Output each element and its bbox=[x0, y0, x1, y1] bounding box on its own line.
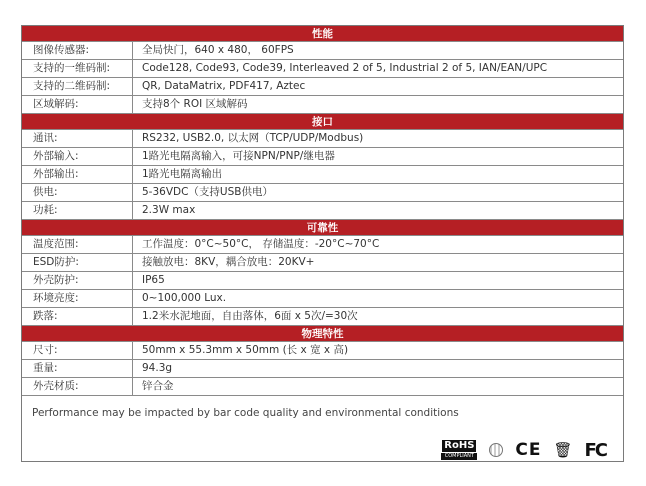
weee-bin-icon: 🗑 bbox=[553, 441, 573, 459]
spec-sheet bbox=[21, 25, 624, 462]
spec-value: 接触放电：8KV，耦合放电：20KV+ bbox=[142, 256, 315, 268]
spec-value: 2.3W max bbox=[142, 204, 196, 216]
spec-row bbox=[22, 254, 623, 272]
spec-value: QR, DataMatrix, PDF417, Aztec bbox=[142, 80, 306, 92]
spec-table bbox=[22, 26, 623, 396]
section-header: 性能 bbox=[22, 26, 623, 42]
spec-value: RS232, USB2.0, 以太网（TCP/UDP/Modbus) bbox=[142, 132, 364, 144]
spec-value: 0~100,000 Lux. bbox=[142, 292, 227, 304]
spec-value: 全局快门，640 x 480， 60FPS bbox=[142, 44, 294, 56]
spec-row bbox=[22, 78, 623, 96]
spec-value: 50mm x 55.3mm x 50mm (长 x 宽 x 高) bbox=[142, 344, 349, 356]
spec-label: 温度范围: bbox=[22, 236, 133, 253]
spec-label: 重量: bbox=[22, 360, 133, 377]
spec-label: 图像传感器: bbox=[22, 42, 133, 59]
spec-label: 功耗: bbox=[22, 202, 133, 219]
spec-label: 供电: bbox=[22, 184, 133, 201]
spec-value: IP65 bbox=[142, 274, 165, 286]
spec-row bbox=[22, 290, 623, 308]
spec-row bbox=[22, 60, 623, 78]
spec-row bbox=[22, 272, 623, 290]
spec-label: 支持的一维码制: bbox=[22, 60, 133, 77]
spec-label: ESD防护: bbox=[22, 254, 133, 271]
certification-logos bbox=[441, 437, 606, 463]
rohs-compliant-label: COMPLIANT bbox=[441, 453, 477, 460]
spec-value: 94.3g bbox=[142, 362, 173, 374]
spec-row bbox=[22, 342, 623, 360]
spec-row bbox=[22, 236, 623, 254]
spec-value: 锌合金 bbox=[142, 380, 174, 392]
spec-label: 环境亮度: bbox=[22, 290, 133, 307]
spec-value: 支持8个 ROI 区域解码 bbox=[142, 98, 248, 110]
spec-label: 通讯: bbox=[22, 130, 133, 147]
spec-value: 工作温度：0°C~50°C， 存储温度：-20°C~70°C bbox=[142, 238, 380, 250]
performance-note: Performance may be impacted by bar code quality and environmental conditions bbox=[32, 407, 459, 419]
spec-value: 5-36VDC（支持USB供电） bbox=[142, 186, 273, 198]
spec-label: 外部输出: bbox=[22, 166, 133, 183]
spec-label: 支持的二维码制: bbox=[22, 78, 133, 95]
spec-value: 1.2米水泥地面，自由落体，6面 x 5次/=30次 bbox=[142, 310, 358, 322]
rohs-label: RoHS bbox=[444, 440, 475, 451]
spec-row bbox=[22, 130, 623, 148]
section-header: 物理特性 bbox=[22, 326, 623, 342]
spec-row bbox=[22, 308, 623, 326]
spec-row bbox=[22, 148, 623, 166]
rohs-logo bbox=[441, 440, 477, 460]
spec-label: 外壳材质: bbox=[22, 378, 133, 395]
spec-row bbox=[22, 42, 623, 60]
spec-row bbox=[22, 360, 623, 378]
spec-value: 1路光电隔离输出 bbox=[142, 168, 223, 180]
spec-row bbox=[22, 166, 623, 184]
spec-label: 外部输入: bbox=[22, 148, 133, 165]
section-header: 可靠性 bbox=[22, 220, 623, 236]
spec-label: 外壳防护: bbox=[22, 272, 133, 289]
spec-row bbox=[22, 96, 623, 114]
spec-row bbox=[22, 184, 623, 202]
ce-mark: CE bbox=[515, 440, 542, 460]
section-header: 接口 bbox=[22, 114, 623, 130]
spec-value: 1路光电隔离输入，可接NPN/PNP/继电器 bbox=[142, 150, 335, 162]
spec-row bbox=[22, 202, 623, 220]
spec-label: 跌落: bbox=[22, 308, 133, 325]
spec-value: Code128, Code93, Code39, Interleaved 2 of 5, Industrial 2 of 5, IAN/EAN/UPC bbox=[142, 62, 548, 74]
spec-label: 区域解码: bbox=[22, 96, 133, 113]
spec-row bbox=[22, 378, 623, 396]
fcc-logo: FC bbox=[584, 439, 606, 461]
spec-label: 尺寸: bbox=[22, 342, 133, 359]
globe-icon bbox=[489, 443, 503, 457]
